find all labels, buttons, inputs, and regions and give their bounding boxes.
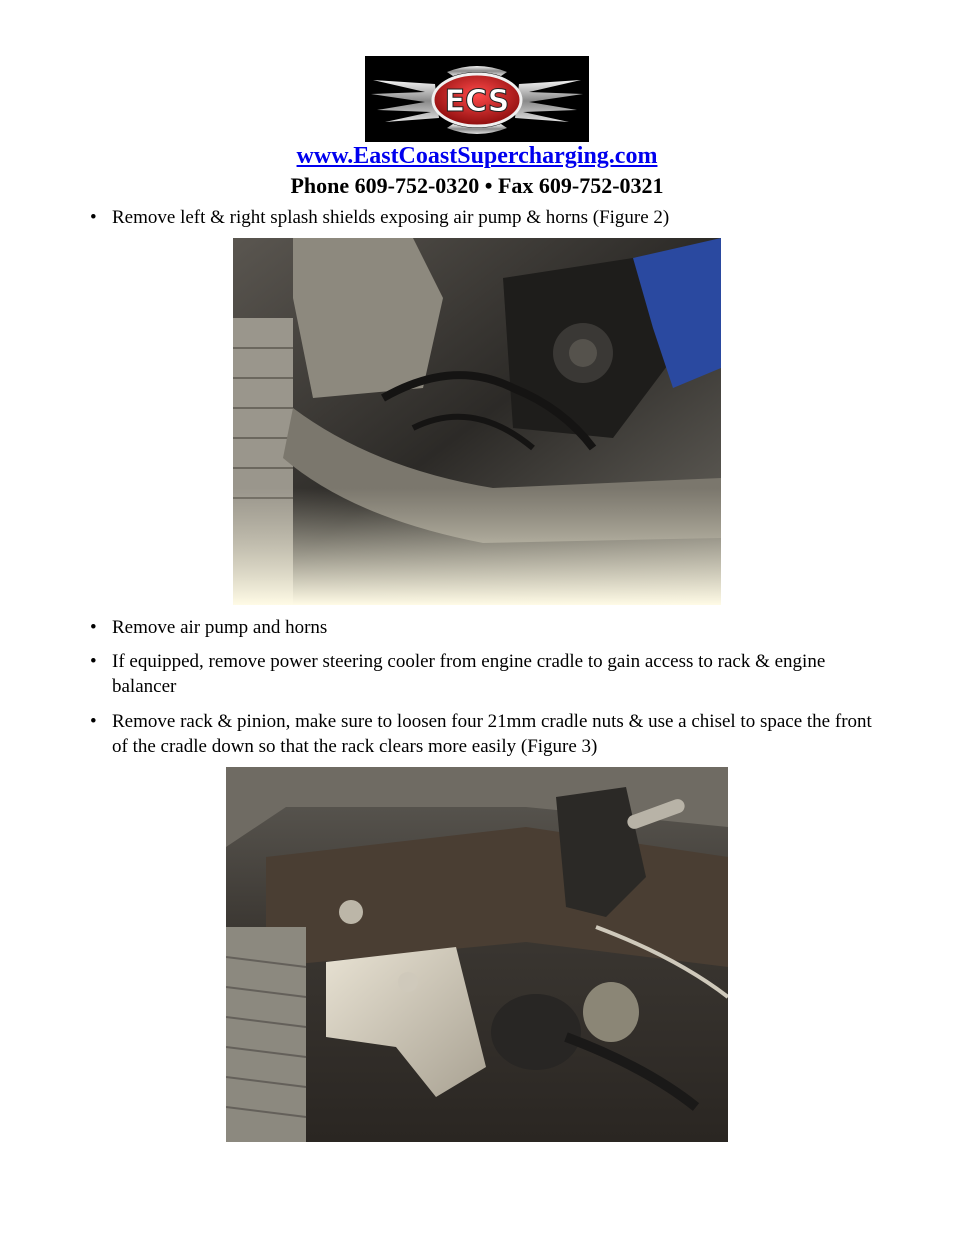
- step-3-text: If equipped, remove power steering cooler from engine cradle to gain access to rack & engine balancer: [112, 651, 826, 697]
- step-2-text: Remove air pump and horns: [112, 617, 328, 638]
- website-link[interactable]: www.EastCoastSupercharging.com: [296, 143, 658, 169]
- ecs-logo-graphic: [365, 56, 589, 142]
- bullet-marker: •: [90, 207, 97, 228]
- contact-line: Phone 609-752-0320 • Fax 609-752-0321: [290, 173, 664, 198]
- bullet-marker: •: [90, 711, 97, 732]
- logo-lettering: ECS: [444, 84, 510, 119]
- figure-2-photo: [233, 238, 721, 605]
- bullet-marker: •: [90, 651, 97, 672]
- ecs-logo: [365, 56, 589, 142]
- figure-3-photo: [226, 767, 728, 1142]
- step-1-text: Remove left & right splash shields exposing air pump & horns (Figure 2): [112, 207, 670, 228]
- bullet-marker: •: [90, 617, 97, 638]
- step-4-text: Remove rack & pinion, make sure to loosen four 21mm cradle nuts & use a chisel to space the front of the cradle down so that the rack clears more easily (Figure 3): [112, 711, 872, 757]
